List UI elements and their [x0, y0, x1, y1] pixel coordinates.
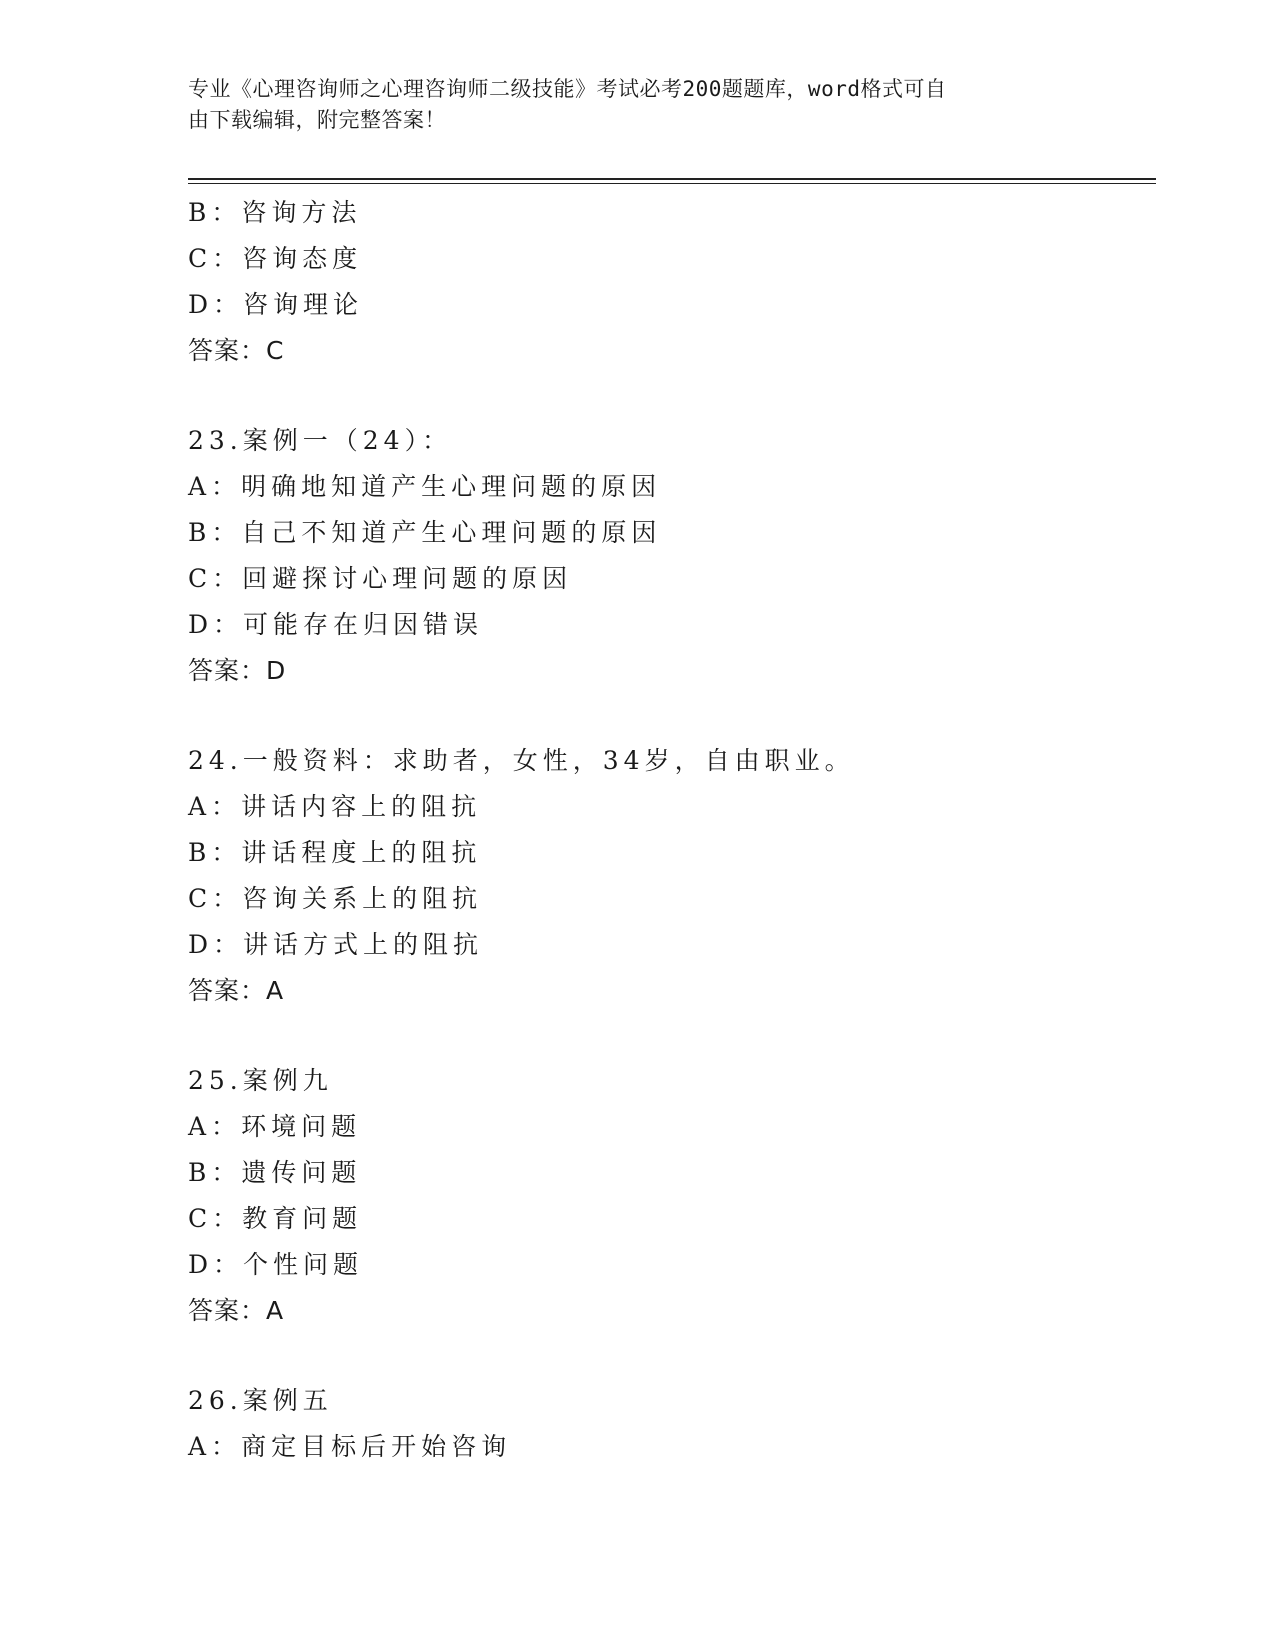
- option-text: 咨询态度: [242, 244, 363, 273]
- option-line: [188, 1242, 1148, 1288]
- option-line: [188, 922, 1148, 968]
- option-text: 讲话方式上的阻抗: [243, 930, 484, 959]
- option-line: [188, 1196, 1148, 1242]
- option-text: 回避探讨心理问题的原因: [242, 564, 573, 593]
- option-label: A：: [188, 1432, 242, 1461]
- option-text: 咨询关系上的阻抗: [242, 884, 483, 913]
- option-label: B：: [188, 518, 242, 547]
- option-label: C：: [188, 1204, 243, 1233]
- option-text: 讲话程度上的阻抗: [241, 838, 482, 867]
- option-text: 遗传问题: [241, 1158, 362, 1187]
- option-label: B：: [188, 838, 242, 867]
- option-line: [188, 510, 1148, 556]
- option-line: [188, 784, 1148, 830]
- option-text: 可能存在归因错误: [243, 610, 484, 639]
- header-rule-thick: [188, 178, 1156, 180]
- header-line-1: 专业《心理咨询师之心理咨询师二级技能》考试必考200题题库，word格式可自: [188, 77, 947, 101]
- question-stem: 25.案例九: [188, 1066, 333, 1095]
- answer-line: 答案：D: [188, 656, 287, 685]
- option-label: D：: [188, 930, 244, 959]
- option-line: [188, 1150, 1148, 1196]
- question-26: [188, 1378, 1148, 1470]
- answer-line: 答案：C: [188, 336, 285, 365]
- option-label: B：: [188, 198, 242, 227]
- question-stem: 23.案例一（24）：: [188, 426, 453, 455]
- option-text: 自己不知道产生心理问题的原因: [241, 518, 662, 547]
- option-label: A：: [188, 792, 242, 821]
- option-label: A：: [188, 1112, 242, 1141]
- question-stem: 26.案例五: [188, 1386, 333, 1415]
- option-line: [188, 876, 1148, 922]
- option-line: [188, 1104, 1148, 1150]
- option-line: [188, 830, 1148, 876]
- option-text: 环境问题: [241, 1112, 362, 1141]
- document-header: [188, 74, 1068, 136]
- answer-line: 答案：A: [188, 976, 285, 1005]
- option-line: [188, 190, 1148, 236]
- option-text: 明确地知道产生心理问题的原因: [241, 472, 662, 501]
- option-label: D：: [188, 1250, 244, 1279]
- question-22-continued: [188, 190, 1148, 374]
- question-24: [188, 738, 1148, 1014]
- question-25: [188, 1058, 1148, 1334]
- option-text: 讲话内容上的阻抗: [241, 792, 482, 821]
- header-rule-thin: [188, 183, 1156, 184]
- option-label: C：: [188, 884, 243, 913]
- option-line: [188, 602, 1148, 648]
- question-23: [188, 418, 1148, 694]
- option-label: B：: [188, 1158, 242, 1187]
- option-label: A：: [188, 472, 242, 501]
- option-text: 咨询理论: [243, 290, 364, 319]
- question-stem: 24.一般资料：求助者，女性，34岁，自由职业。: [188, 746, 855, 775]
- option-label: D：: [188, 290, 244, 319]
- option-line: [188, 236, 1148, 282]
- option-text: 商定目标后开始咨询: [241, 1432, 512, 1461]
- option-label: D：: [188, 610, 244, 639]
- answer-line: 答案：A: [188, 1296, 285, 1325]
- option-text: 个性问题: [243, 1250, 364, 1279]
- header-line-2: 由下载编辑，附完整答案！: [188, 108, 446, 132]
- option-line: [188, 282, 1148, 328]
- option-line: [188, 464, 1148, 510]
- option-text: 咨询方法: [241, 198, 362, 227]
- option-label: C：: [188, 244, 243, 273]
- option-line: [188, 556, 1148, 602]
- option-line: [188, 1424, 1148, 1470]
- question-list: [188, 190, 1148, 1470]
- option-text: 教育问题: [242, 1204, 363, 1233]
- option-label: C：: [188, 564, 243, 593]
